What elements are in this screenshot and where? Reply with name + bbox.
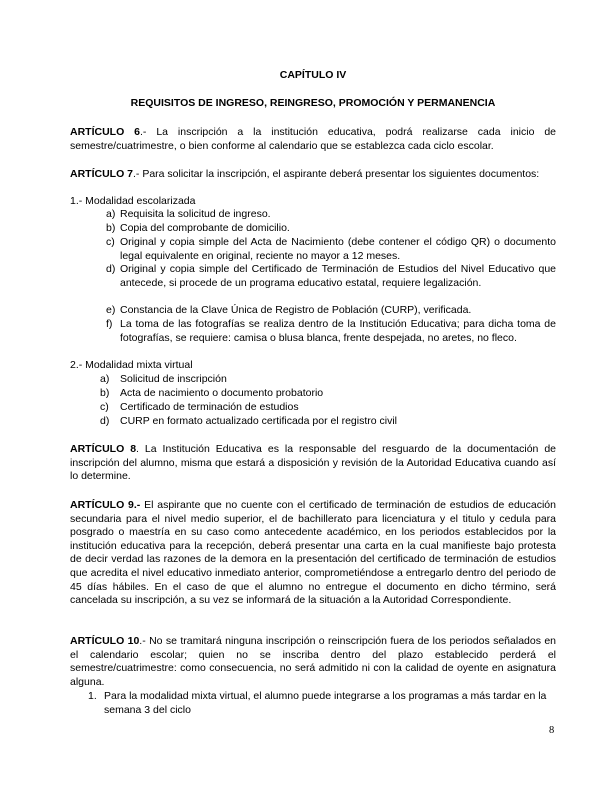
list-marker: b) — [106, 222, 116, 234]
list-text: Constancia de la Clave Única de Registro de Población (CURP), verificada. — [120, 304, 472, 316]
list-marker: c) — [106, 236, 115, 248]
article-9-label: ARTÍCULO 9.- — [70, 499, 141, 511]
list-marker: a) — [106, 208, 116, 220]
list-text: Original y copia simple del Acta de Nacimiento (debe contener el código QR) o documento legal equivalente en original, reciente no mayor a 12 meses. — [120, 236, 556, 262]
list-marker: d) — [106, 263, 116, 275]
list-3-item-1 — [88, 690, 556, 717]
article-10-label: ARTÍCULO 10 — [70, 635, 140, 647]
list-text: La toma de las fotografías se realiza dentro de la Institución Educativa; para dicha toma de fotografías, se requiere: camisa o blusa blanca, frente despejada, no aretes, no fleco. — [120, 318, 556, 344]
list-2-title: 2.- Modalidad mixta virtual — [70, 359, 193, 371]
article-9-text: El aspirante que no cuente con el certificado de terminación de estudios de educación secundaria para el nivel medio superior, el de bachillerato para licenciatura y el titulo y cedula para posgrado o maestría en su caso como antecedente académico, en los periodos establecidos por la institución educativa para la recepción, deberá presentar una carta en la cual manifieste bajo protesta de decir verdad las razones de la demora en la presentación del certificado de terminación de estudios que acredita el nivel educativo inmediato anterior, comprometiéndose a entregarlo dentro del periodo de 45 días hábiles. En el caso de que el alumno no entregue el documento en dicho término, será cancelada su inscripción, a su vez se informará de la situación a la Autoridad Correspondiente. — [70, 499, 556, 607]
list-marker: b) — [100, 387, 110, 399]
article-9 — [70, 499, 556, 608]
list-text: Certificado de terminación de estudios — [120, 401, 299, 413]
article-7 — [70, 168, 556, 182]
chapter-title: CAPÍTULO IV — [279, 69, 347, 81]
article-7-label: ARTÍCULO 7 — [70, 168, 133, 180]
list-1-item-d — [106, 263, 556, 290]
section-title: REQUISITOS DE INGRESO, REINGRESO, PROMOCIÓN Y PERMANENCIA — [130, 97, 496, 109]
list-1-item-b — [106, 222, 556, 236]
list-1-title: 1.- Modalidad escolarizada — [70, 195, 196, 207]
article-8 — [70, 443, 556, 484]
page-number: 8 — [549, 725, 555, 736]
list-marker: f) — [106, 318, 113, 330]
list-2-item-c — [100, 401, 556, 415]
list-text: Original y copia simple del Certificado de Terminación de Estudios del Nivel Educativo que antecede, si procede de un programa educativo estatal, requiere legalización. — [120, 263, 556, 289]
article-10 — [70, 635, 556, 689]
list-text: CURP en formato actualizado certificada por el registro civil — [120, 415, 398, 427]
list-1-item-c — [106, 236, 556, 263]
list-text: Solicitud de inscripción — [120, 373, 227, 385]
list-text: Copia del comprobante de domicilio. — [120, 222, 290, 234]
list-marker: d) — [100, 415, 110, 427]
article-6-label: ARTÍCULO 6 — [70, 126, 140, 138]
list-2-item-b — [100, 387, 556, 401]
article-7-text: .- Para solicitar la inscripción, el aspirante deberá presentar los siguientes documentos: — [133, 168, 540, 180]
article-8-text: . La Institución Educativa es la responsable del resguardo de la documentación de inscripción del alumno, misma que estará a disposición y revisión de la Autoridad Educativa cuando así lo determine. — [70, 443, 557, 483]
article-10-text: .- No se tramitará ninguna inscripción o reinscripción fuera de los periodos señalados en el calendario escolar; quien no se inscriba dentro del plazo establecido perderá el semestre/cuatrimestre: como consecuencia, no será admitido ni con la calidad de oyente en asignatura alguna. — [70, 635, 557, 688]
list-marker: c) — [100, 401, 109, 413]
article-6-text: .- La inscripción a la institución educativa, podrá realizarse cada inicio de semestre/cuatrimestre, o bien conforme al calendario que se establezca cada ciclo escolar. — [70, 126, 557, 152]
article-8-label: ARTÍCULO 8 — [70, 443, 137, 455]
list-2-item-a — [100, 373, 556, 387]
list-text: Requisita la solicitud de ingreso. — [120, 208, 271, 220]
list-marker: e) — [106, 304, 116, 316]
list-text: Acta de nacimiento o documento probatorio — [120, 387, 324, 399]
list-text: Para la modalidad mixta virtual, el alumno puede integrarse a los programas a más tardar en la semana 3 del ciclo — [104, 690, 547, 716]
list-2-item-d — [100, 415, 556, 429]
list-marker: 1. — [88, 690, 97, 702]
list-1-item-e — [106, 304, 556, 318]
article-6 — [70, 126, 556, 153]
list-1-item-f — [106, 318, 556, 345]
list-marker: a) — [100, 373, 110, 385]
list-1-item-a — [106, 208, 556, 222]
